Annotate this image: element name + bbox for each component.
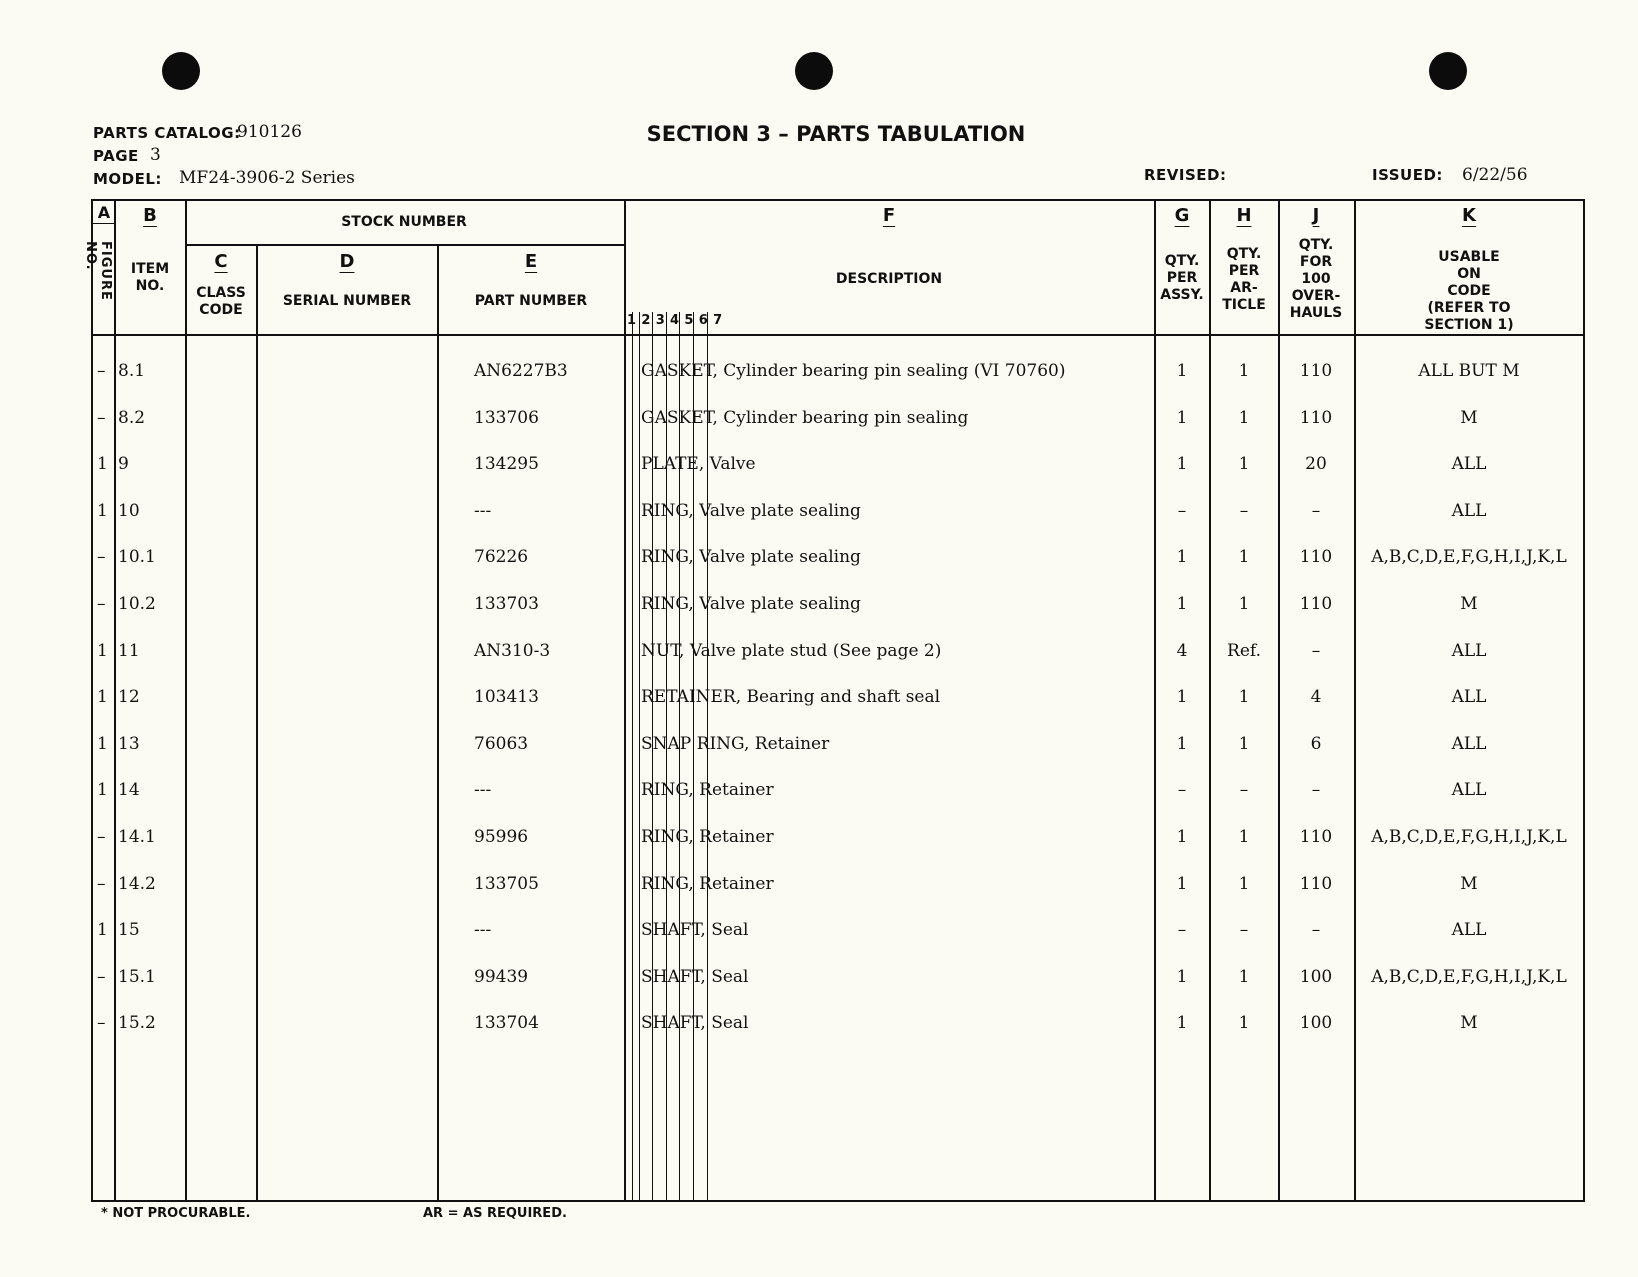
cell-desc: RING, Retainer — [641, 873, 774, 894]
cell-h: – — [1239, 780, 1249, 801]
cell-j: 6 — [1310, 733, 1322, 754]
col-j-letter: J — [1312, 205, 1320, 226]
cell-j: 110 — [1299, 827, 1333, 847]
cell-j: – — [1311, 920, 1321, 941]
col-g-letter: G — [1174, 205, 1190, 226]
issued-date: 6/22/56 — [1462, 165, 1528, 185]
col-k-header: USABLE ON CODE (REFER TO SECTION 1) — [1424, 249, 1514, 333]
table-row — [93, 687, 1587, 733]
cell-g: 1 — [1176, 873, 1188, 894]
cell-desc: NUT, Valve plate stud (See page 2) — [641, 640, 942, 661]
catalog-number: 910126 — [237, 122, 302, 142]
cell-desc: RETAINER, Bearing and shaft seal — [641, 687, 941, 708]
binder-hole — [162, 52, 200, 90]
cell-k: M — [1460, 407, 1478, 428]
cell-item: 15.2 — [118, 1013, 156, 1034]
issued-label: ISSUED: — [1372, 166, 1443, 184]
table-row — [93, 641, 1587, 687]
cell-part: AN6227B3 — [474, 361, 568, 381]
cell-item: 8.1 — [118, 361, 146, 381]
cell-k: A,B,C,D,E,F,G,H,I,J,K,L — [1371, 827, 1567, 847]
cell-h: 1 — [1238, 407, 1250, 428]
cell-desc: SNAP RING, Retainer — [641, 733, 830, 754]
cell-g: 1 — [1176, 454, 1188, 475]
cell-part: --- — [474, 780, 492, 801]
cell-j: 110 — [1299, 361, 1333, 381]
cell-fig: – — [97, 873, 106, 894]
cell-k: M — [1460, 873, 1478, 894]
cell-h: 1 — [1238, 687, 1250, 708]
cell-j: – — [1311, 640, 1321, 661]
cell-fig: – — [97, 547, 106, 568]
table-row — [93, 827, 1587, 873]
indent-level-numbers: 1234567 — [627, 313, 728, 328]
cell-j: 100 — [1299, 1013, 1333, 1034]
cell-g: – — [1177, 920, 1187, 941]
cell-h: – — [1239, 920, 1249, 941]
cell-item: 15.1 — [118, 966, 156, 987]
cell-k: M — [1460, 1013, 1478, 1034]
col-a-letter: A — [97, 203, 111, 222]
cell-part: --- — [474, 500, 492, 521]
cell-item: 10.2 — [118, 594, 156, 614]
cell-j: – — [1311, 780, 1321, 801]
cell-k: A,B,C,D,E,F,G,H,I,J,K,L — [1371, 547, 1567, 568]
cell-fig: 1 — [97, 780, 108, 801]
cell-desc: RING, Retainer — [641, 780, 774, 801]
cell-j: 4 — [1310, 687, 1322, 708]
table-row — [93, 361, 1587, 407]
cell-item: 12 — [118, 687, 140, 708]
binder-hole — [795, 52, 833, 90]
page-number: 3 — [150, 145, 161, 165]
stock-number-header: STOCK NUMBER — [341, 214, 467, 230]
cell-item: 14.2 — [118, 873, 156, 894]
col-h-header: QTY. PER AR- TICLE — [1222, 246, 1266, 313]
cell-j: 20 — [1305, 454, 1327, 475]
cell-k: ALL — [1451, 500, 1487, 521]
cell-h: 1 — [1238, 733, 1250, 754]
table-row — [93, 967, 1587, 1013]
cell-h: – — [1239, 500, 1249, 521]
cell-desc: RING, Valve plate sealing — [641, 500, 861, 521]
footnote-not-procurable: * NOT PROCURABLE. — [101, 1206, 251, 1221]
cell-fig: – — [97, 1013, 106, 1034]
table-row — [93, 501, 1587, 547]
cell-g: 1 — [1176, 1013, 1188, 1034]
table-row — [93, 780, 1587, 826]
cell-desc: GASKET, Cylinder bearing pin sealing — [641, 407, 969, 428]
cell-k: ALL — [1451, 920, 1487, 941]
cell-part: 99439 — [474, 966, 529, 987]
cell-k: ALL — [1451, 687, 1487, 708]
cell-part: 134295 — [474, 454, 539, 475]
cell-h: 1 — [1238, 1013, 1250, 1034]
cell-item: 14 — [118, 780, 140, 801]
cell-k: ALL — [1451, 640, 1487, 661]
col-b-letter: B — [143, 205, 157, 226]
cell-part: AN310-3 — [474, 640, 551, 661]
model-label: MODEL: — [93, 170, 162, 188]
cell-h: 1 — [1238, 361, 1250, 381]
cell-g: 1 — [1176, 687, 1188, 708]
page-label: PAGE — [93, 147, 139, 165]
col-e-header: PART NUMBER — [474, 293, 588, 309]
table-row — [93, 1013, 1587, 1059]
col-a-header: FIGURE NO. — [83, 241, 113, 301]
cell-fig: – — [97, 966, 106, 987]
model-value: MF24-3906-2 Series — [179, 168, 355, 188]
cell-g: 1 — [1176, 361, 1188, 381]
cell-g: – — [1177, 780, 1187, 801]
cell-part: 103413 — [474, 687, 539, 708]
revised-label: REVISED: — [1144, 166, 1227, 184]
cell-k: M — [1460, 594, 1478, 614]
col-h-letter: H — [1236, 205, 1252, 226]
cell-h: Ref. — [1227, 640, 1261, 661]
cell-part: 76226 — [474, 547, 529, 568]
cell-desc: SHAFT, Seal — [641, 966, 749, 987]
cell-g: 4 — [1176, 640, 1188, 661]
cell-fig: 1 — [97, 640, 108, 661]
cell-h: 1 — [1238, 827, 1250, 847]
cell-part: 133705 — [474, 873, 539, 894]
cell-j: 110 — [1299, 594, 1333, 614]
cell-desc: PLATE, Valve — [641, 454, 756, 475]
cell-fig: – — [97, 407, 106, 428]
cell-j: 110 — [1299, 547, 1333, 568]
cell-part: 133706 — [474, 407, 539, 428]
cell-h: 1 — [1238, 873, 1250, 894]
table-row — [93, 874, 1587, 920]
section-title: SECTION 3 – PARTS TABULATION — [646, 122, 1026, 146]
cell-h: 1 — [1238, 594, 1250, 614]
col-f-header: DESCRIPTION — [835, 271, 943, 287]
col-c-header: CLASS CODE — [196, 285, 246, 318]
cell-h: 1 — [1238, 454, 1250, 475]
cell-k: ALL — [1451, 780, 1487, 801]
col-j-header: QTY. FOR 100 OVER- HAULS — [1289, 237, 1343, 321]
cell-item: 13 — [118, 733, 140, 754]
cell-item: 8.2 — [118, 407, 146, 428]
cell-j: 110 — [1299, 873, 1333, 894]
cell-item: 14.1 — [118, 827, 156, 847]
cell-h: 1 — [1238, 547, 1250, 568]
cell-j: 100 — [1299, 966, 1333, 987]
cell-fig: 1 — [97, 454, 108, 475]
cell-desc: GASKET, Cylinder bearing pin sealing (VI 70760) — [641, 361, 1066, 381]
col-f-letter: F — [882, 205, 896, 226]
cell-fig: 1 — [97, 733, 108, 754]
catalog-label: PARTS CATALOG: — [93, 124, 241, 142]
parts-table — [83, 199, 1585, 1202]
cell-desc: SHAFT, Seal — [641, 920, 749, 941]
cell-k: ALL BUT M — [1418, 361, 1520, 381]
table-row — [93, 408, 1587, 454]
cell-part: --- — [474, 920, 492, 941]
col-e-letter: E — [524, 251, 538, 272]
col-g-header: QTY. PER ASSY. — [1160, 253, 1204, 303]
cell-g: 1 — [1176, 733, 1188, 754]
cell-j: – — [1311, 500, 1321, 521]
cell-item: 10 — [118, 500, 140, 521]
col-c-letter: C — [214, 251, 228, 272]
table-row — [93, 547, 1587, 593]
col-d-header: SERIAL NUMBER — [282, 293, 412, 309]
col-k-letter: K — [1462, 205, 1476, 226]
footnote-as-required: AR = AS REQUIRED. — [423, 1206, 567, 1221]
cell-fig: 1 — [97, 920, 108, 941]
cell-g: 1 — [1176, 547, 1188, 568]
cell-g: 1 — [1176, 966, 1188, 987]
cell-item: 15 — [118, 920, 140, 941]
cell-desc: SHAFT, Seal — [641, 1013, 749, 1034]
cell-fig: 1 — [97, 687, 108, 708]
cell-part: 133704 — [474, 1013, 539, 1034]
cell-k: ALL — [1451, 733, 1487, 754]
cell-desc: RING, Retainer — [641, 827, 774, 847]
cell-item: 11 — [118, 640, 140, 661]
cell-g: – — [1177, 500, 1187, 521]
cell-g: 1 — [1176, 407, 1188, 428]
cell-fig: – — [97, 827, 106, 847]
col-d-letter: D — [339, 251, 355, 272]
cell-g: 1 — [1176, 827, 1188, 847]
cell-part: 76063 — [474, 733, 529, 754]
cell-desc: RING, Valve plate sealing — [641, 594, 861, 614]
cell-g: 1 — [1176, 594, 1188, 614]
table-row — [93, 920, 1587, 966]
cell-j: 110 — [1299, 407, 1333, 428]
cell-part: 95996 — [474, 827, 529, 847]
col-b-header: ITEM NO. — [130, 261, 170, 294]
cell-item: 10.1 — [118, 547, 156, 568]
cell-fig: – — [97, 361, 106, 381]
cell-fig: 1 — [97, 500, 108, 521]
cell-desc: RING, Valve plate sealing — [641, 547, 861, 568]
cell-fig: – — [97, 594, 106, 614]
cell-h: 1 — [1238, 966, 1250, 987]
cell-item: 9 — [118, 454, 129, 475]
cell-part: 133703 — [474, 594, 539, 614]
table-row — [93, 594, 1587, 640]
cell-k: A,B,C,D,E,F,G,H,I,J,K,L — [1371, 966, 1567, 987]
binder-hole — [1429, 52, 1467, 90]
table-row — [93, 734, 1587, 780]
table-row — [93, 454, 1587, 500]
cell-k: ALL — [1451, 454, 1487, 475]
